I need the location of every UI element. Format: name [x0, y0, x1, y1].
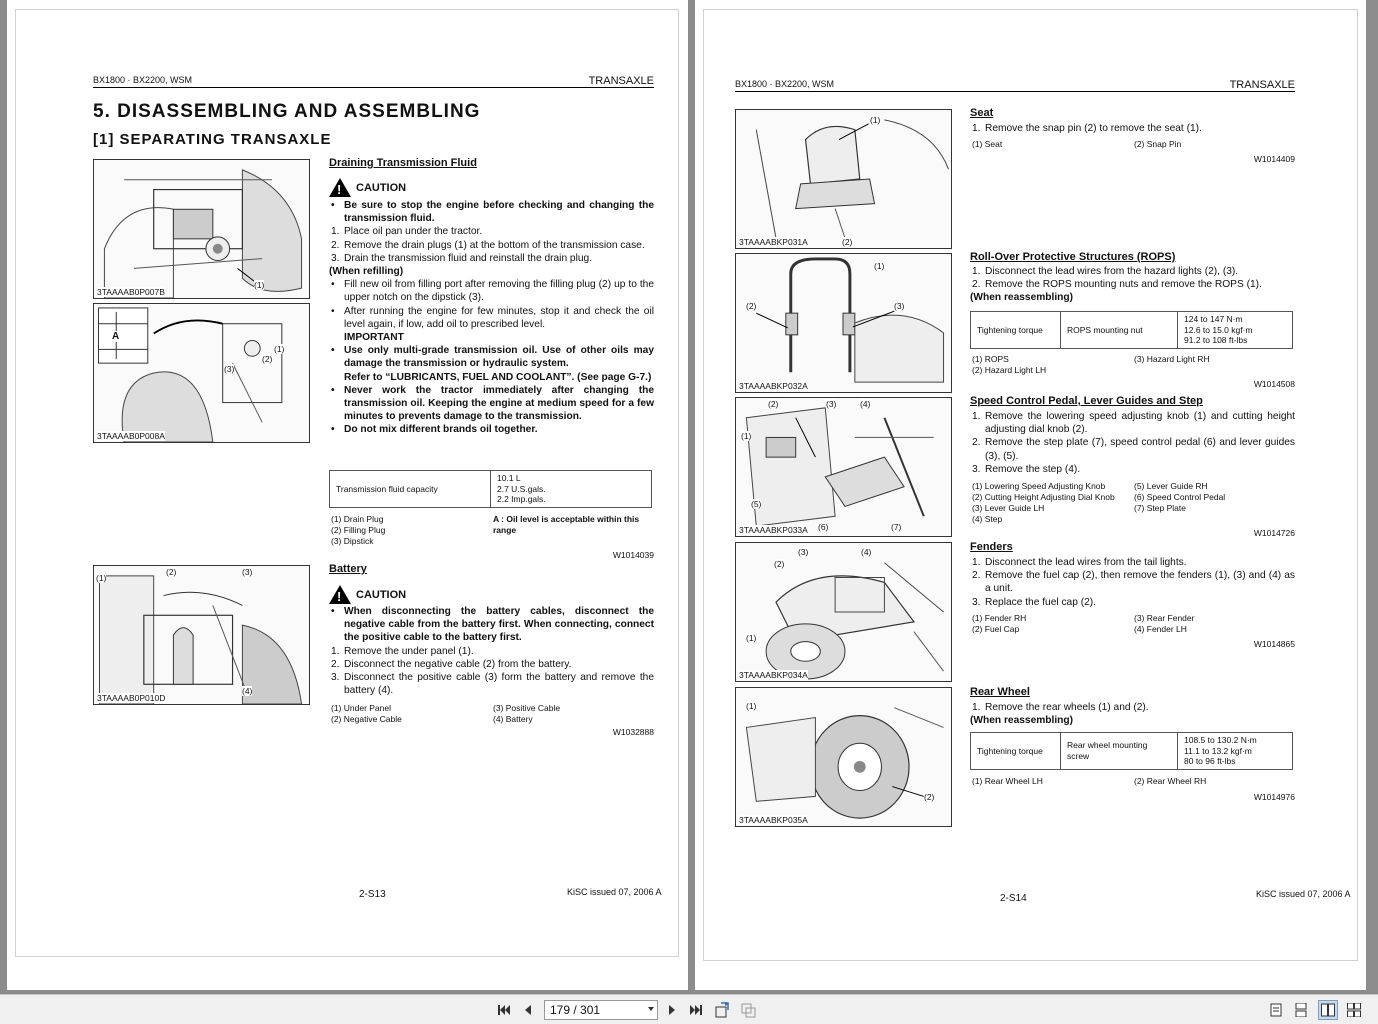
figure-callout: (5) — [751, 499, 762, 509]
figure-callout: (2) — [924, 792, 935, 802]
figure-callout: (1) — [96, 573, 107, 583]
continuous-icon[interactable] — [1293, 1002, 1309, 1018]
figure-callout: (3) — [798, 547, 809, 557]
reference-code: W1014865 — [1253, 639, 1295, 649]
go-back-icon[interactable] — [714, 1002, 730, 1018]
header-model: BX1800 · BX2200, WSM — [735, 79, 835, 89]
figure-callout: (3) — [826, 399, 837, 409]
battery-legend: (1) Under Panel (2) Negative Cable — [331, 703, 402, 724]
figure-callout: (4) — [242, 686, 253, 696]
figure-callout: (1) — [870, 115, 881, 125]
figure-callout: (2) — [166, 567, 177, 577]
figure-dipstick — [93, 303, 310, 443]
spec-value: 10.1 L 2.7 U.S.gals. 2.2 Imp.gals. — [491, 471, 652, 508]
figure-callout: (6) — [818, 522, 829, 532]
figure-callout: A — [112, 331, 120, 342]
tractor-underside-illustration — [94, 160, 309, 298]
fenders-instructions: 1. Disconnect the lead wires from the tail lights. 2. Remove the fuel cap (2), then remove the fenders (1), (3) and (4) as a unit. 3. Replace the fuel cap (2). — [972, 557, 1295, 608]
rops-legend: (1) ROPS (2) Hazard Light LH — [972, 354, 1047, 375]
figure-id: 3TAAAABKP031A — [739, 237, 808, 247]
figure-callout: (4) — [861, 547, 872, 557]
viewer-toolbar — [0, 994, 1378, 1024]
figure-callout: (7) — [891, 522, 902, 532]
speed-pedal-illustration — [736, 398, 951, 536]
section-heading-draining: Draining Transmission Fluid — [329, 157, 477, 169]
rear-wheel-illustration — [736, 688, 951, 826]
figure-callout: (2) — [262, 354, 273, 364]
figure-id: 3TAAAABKP035A — [739, 815, 808, 825]
figure-id: 3TAAAABKP033A — [739, 525, 808, 535]
section-heading-rear-wheel: Rear Wheel — [970, 686, 1030, 698]
warning-icon — [329, 585, 351, 604]
seat-illustration — [736, 110, 951, 248]
rear-wheel-legend: (2) Rear Wheel RH — [1134, 776, 1207, 786]
next-page-icon[interactable] — [664, 1002, 680, 1018]
issued-note: KiSC issued 07, 2006 A — [567, 887, 662, 897]
go-forward-icon[interactable] — [740, 1002, 756, 1018]
figure-speed-pedal — [735, 397, 952, 537]
rops-legend: (3) Hazard Light RH — [1134, 354, 1210, 364]
figure-drain-plug — [93, 159, 310, 299]
figure-id: 3TAAAAB0P010D — [97, 693, 166, 703]
continuous-facing-icon[interactable] — [1346, 1002, 1362, 1018]
header-rule — [93, 87, 654, 88]
rops-illustration — [736, 254, 951, 392]
figure-callout: (2) — [746, 301, 757, 311]
page-number: 2-S14 — [1000, 893, 1027, 904]
figure-callout: (2) — [774, 559, 785, 569]
reference-code: W1014726 — [1253, 528, 1295, 538]
figure-id: 3TAAAAB0P007B — [97, 287, 165, 297]
first-page-icon[interactable] — [496, 1002, 512, 1018]
speed-pedal-legend: (1) Lowering Speed Adjusting Knob (2) Cutting Height Adjusting Dial Knob (3) Lever Guide LH (4) Step — [972, 481, 1115, 524]
left-page — [7, 0, 688, 990]
caution-label: ! CAUTION — [329, 178, 406, 197]
chevron-down-icon[interactable] — [648, 1007, 654, 1011]
figure-callout: (1) — [874, 261, 885, 271]
rear-wheel-legend: (1) Rear Wheel LH — [972, 776, 1043, 786]
header-model: BX1800 · BX2200, WSM — [93, 75, 193, 85]
reference-code: W1014409 — [1253, 154, 1295, 164]
page-number-input[interactable]: 179 / 301 — [544, 1000, 658, 1020]
figure-seat — [735, 109, 952, 249]
section-title: [1] SEPARATING TRANSAXLE — [93, 131, 332, 148]
rops-torque-table: Tightening torque ROPS mounting nut 124 to 147 N·m 12.6 to 15.0 kgf·m 91.2 to 108 ft-lbs — [970, 311, 1293, 349]
reference-code: W1014039 — [612, 550, 654, 560]
section-heading-battery: Battery — [329, 563, 367, 575]
section-heading-seat: Seat — [970, 107, 994, 119]
oil-level-note: A : Oil level is acceptable within this range — [493, 514, 640, 535]
battery-instructions: • When disconnecting the battery cables, disconnect the negative cable from the battery first. When connecting, connect the positive cable to the battery first. 1. Remove the under panel (1). 2. Disconnect the negative cable (2) from the battery. 3. Disconnect the positive cable (3) form the battery and remove the battery (4). — [331, 606, 654, 697]
prev-page-icon[interactable] — [520, 1002, 536, 1018]
reference-code: W1032888 — [612, 727, 654, 737]
reference-code: W1014508 — [1253, 379, 1295, 389]
speed-pedal-instructions: 1. Remove the lowering speed adjusting knob (1) and cutting height adjusting dial knob (2). 2. Remove the step plate (7), speed control pedal (6) and lever guides (3), (5). 3. Remove the step (4). — [972, 411, 1295, 475]
right-page — [695, 0, 1366, 990]
draining-instructions: • Be sure to stop the engine before checking and changing the transmission fluid. 1. Place oil pan under the tractor. 2. Remove the drain plugs (1) at the bottom of the transmission case. 3. Drain the transmission fluid and reinstall the drain plug. (When refilling) • Fill new oil from filling port after removing the filling plug (2) up to the upper notch on the dipstick (3). • After running the engine for few minutes, stop it and check the oil level again, if low, add oil to prescribed level. IMPORTANT • Use only multi-grade transmission oil. Use of other oils may damage the transmission or hydraulic system. Refer to “LUBRICANTS, FUEL AND COOLANT”. (See page G-7.) • Never work the tractor immediately after changing the transmission oil. Keeping the engine at medium speed for a few minutes to prevents damage to the transmission. • Do not mix different brands oil together. — [329, 200, 654, 436]
speed-pedal-legend: (5) Lever Guide RH (6) Speed Control Pedal (7) Step Plate — [1134, 481, 1226, 513]
draining-legend: (1) Drain Plug (2) Filling Plug (3) Dipstick — [331, 514, 386, 546]
battery-legend: (3) Positive Cable (4) Battery — [493, 703, 561, 724]
figure-id: 3TAAAAB0P008A — [97, 431, 165, 441]
figure-callout: (1) — [254, 280, 265, 290]
figure-callout: (1) — [274, 344, 285, 354]
battery-illustration — [94, 566, 309, 704]
figure-id: 3TAAAABKP032A — [739, 381, 808, 391]
reference-code: W1014976 — [1253, 792, 1295, 802]
figure-rops — [735, 253, 952, 393]
figure-callout: (3) — [894, 301, 905, 311]
header-section: TRANSAXLE — [1229, 79, 1295, 91]
figure-callout: (2) — [842, 237, 853, 247]
figure-rear-wheel — [735, 687, 952, 827]
caution-label: ! CAUTION — [329, 585, 406, 604]
fluid-capacity-table — [329, 470, 652, 508]
dipstick-illustration — [94, 304, 309, 442]
page-number: 2-S13 — [359, 889, 386, 900]
seat-legend: (1) Seat — [972, 139, 1003, 149]
fenders-legend: (3) Rear Fender (4) Fender LH — [1134, 613, 1195, 634]
figure-callout: (1) — [746, 701, 757, 711]
figure-callout: (4) — [860, 399, 871, 409]
figure-callout: (2) — [768, 399, 779, 409]
last-page-icon[interactable] — [688, 1002, 704, 1018]
rear-wheel-instructions: 1. Remove the rear wheels (1) and (2). (When reassembling) — [970, 702, 1149, 727]
chapter-title: 5. DISASSEMBLING AND ASSEMBLING — [93, 101, 481, 122]
figure-callout: (1) — [746, 633, 757, 643]
fenders-illustration — [736, 543, 951, 681]
seat-legend: (2) Snap Pin — [1134, 139, 1182, 149]
section-heading-fenders: Fenders — [970, 541, 1013, 553]
rear-wheel-torque-table: Tightening torque Rear wheel mounting screw 108.5 to 130.2 N·m 11.1 to 13.2 kgf·m 80 to 96 ft-lbs — [970, 732, 1293, 770]
single-page-icon[interactable] — [1268, 1002, 1284, 1018]
figure-fenders — [735, 542, 952, 682]
figure-callout: (1) — [741, 431, 752, 441]
section-heading-rops: Roll-Over Protective Structures (ROPS) — [970, 251, 1176, 263]
figure-callout: (3) — [224, 364, 235, 374]
spec-label: Transmission fluid capacity — [330, 471, 491, 508]
header-section: TRANSAXLE — [588, 75, 654, 87]
rops-instructions: 1. Disconnect the lead wires from the hazard lights (2), (3). 2. Remove the ROPS mounting nuts and remove the ROPS (1). (When reassembling) — [970, 266, 1262, 304]
issued-note: KiSC issued 07, 2006 A — [1256, 889, 1351, 899]
figure-id: 3TAAAABKP034A — [739, 670, 808, 680]
section-heading-speed-pedal: Speed Control Pedal, Lever Guides and Step — [970, 395, 1203, 407]
header-rule — [735, 91, 1295, 92]
seat-instructions: 1. Remove the snap pin (2) to remove the seat (1). — [972, 123, 1202, 134]
figure-battery — [93, 565, 310, 705]
warning-icon — [329, 178, 351, 197]
fenders-legend: (1) Fender RH (2) Fuel Cap — [972, 613, 1027, 634]
facing-icon[interactable] — [1318, 1000, 1338, 1020]
figure-callout: (3) — [242, 567, 253, 577]
